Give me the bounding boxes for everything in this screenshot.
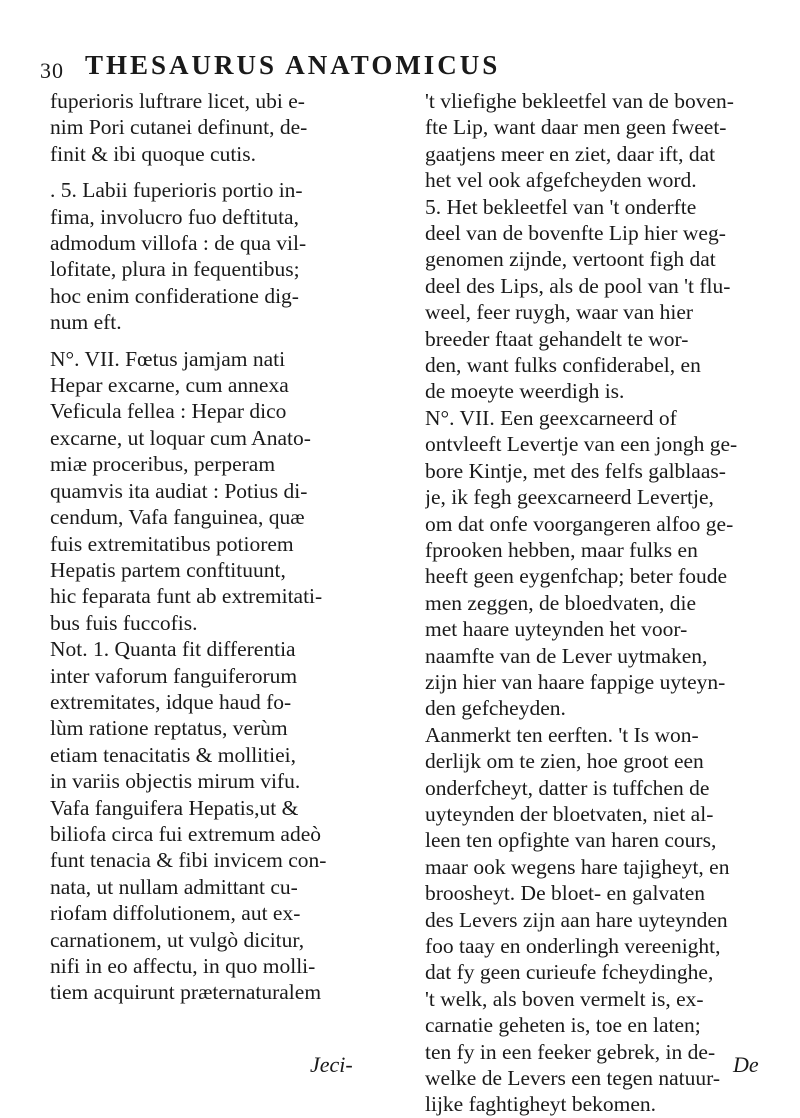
text-line: Veficula fellea : Hepar dico: [50, 399, 287, 424]
text-line: finit & ibi quoque cutis.: [50, 141, 257, 166]
text-line: in variis objectis mirum vifu.: [50, 769, 301, 794]
text-line: [50, 336, 390, 346]
text-line: nifi in eo affectu, in quo molli-: [50, 954, 316, 978]
text-line: Aanmerkt ten eerften. 't Is won-: [425, 722, 699, 747]
text-line: dat fy geen curieufe fcheydinghe,: [425, 960, 714, 985]
text-line: bus fuis fuccofis.: [50, 610, 198, 635]
text-line: hoc enim confideratione dig-: [50, 283, 299, 308]
text-line: fuis extremitatibus potiorem: [50, 531, 294, 556]
running-title: THESAURUS ANATOMICUS: [85, 50, 501, 80]
text-line: ontvleeft Levertje van een jongh ge-: [425, 432, 738, 457]
text-line: lùm ratione reptatus, verùm: [50, 716, 288, 741]
text-line: Hepatis partem conftituunt,: [50, 557, 286, 582]
text-line: welke de Levers een tegen natuur-: [425, 1066, 721, 1091]
text-line: genomen zijnde, vertoont figh dat: [425, 247, 716, 272]
text-line: de moeyte weerdigh is.: [425, 379, 625, 404]
text-line: hic feparata funt ab extremitati-: [50, 584, 323, 609]
text-line: quamvis ita audiat : Potius di-: [50, 478, 308, 503]
dutch-column: [425, 88, 780, 1118]
text-line: Vafa fanguifera Hepatis,ut &: [50, 795, 299, 820]
text-line: 't vliefighe bekleetfel van de boven-: [425, 89, 734, 113]
text-line: broosheyt. De bloet- en galvaten: [425, 881, 706, 906]
text-line: fuperioris luftrare licet, ubi e-: [50, 89, 305, 113]
text-line: leen ten opfighte van haren cours,: [425, 828, 717, 853]
text-line: nata, ut nullam admittant cu-: [50, 874, 298, 899]
text-line: ten fy in een feeker gebrek, in de-: [425, 1039, 716, 1064]
text-line: riofam diffolutionem, aut ex-: [50, 901, 301, 926]
text-line: het vel ook afgefcheyden word.: [425, 168, 697, 193]
text-line: inter vaforum fanguiferorum: [50, 663, 298, 688]
text-line: deel van de bovenfte Lip hier weg-: [425, 221, 726, 246]
text-line: etiam tenacitatis & mollitiei,: [50, 742, 296, 767]
text-line: je, ik fegh geexcarneerd Levertje,: [425, 485, 714, 510]
text-line: deel des Lips, als de pool van 't flu-: [425, 273, 731, 298]
text-line: om dat onfe voorgangeren alfoo ge-: [425, 511, 734, 536]
catchword-left: Jeci-: [310, 1052, 353, 1077]
text-line: Hepar excarne, cum annexa: [50, 373, 289, 398]
text-line: bore Kintje, met des felfs galblaas-: [425, 458, 726, 483]
text-line: weel, feer ruygh, waar van hier: [425, 300, 694, 325]
text-line: carnationem, ut vulgò dicitur,: [50, 927, 305, 952]
latin-column: [50, 88, 390, 1006]
text-line: men zeggen, de bloedvaten, die: [425, 590, 697, 615]
text-line: den, want fulks confiderabel, en: [425, 353, 701, 378]
text-line: tiem acquirunt præternaturalem: [50, 980, 322, 1005]
text-line: nim Pori cutanei definunt, de-: [50, 115, 308, 140]
text-line: miæ proceribus, perperam: [50, 452, 276, 477]
text-line: den gefcheyden.: [425, 696, 566, 721]
text-line: num eft.: [50, 310, 122, 335]
text-line: N°. VII. Een geexcarneerd of: [425, 405, 677, 430]
text-line: fima, involucro fuo deftituta,: [50, 204, 299, 229]
text-line: lofitate, plura in fequentibus;: [50, 257, 300, 282]
text-line: onderfcheyt, datter is tuffchen de: [425, 775, 710, 800]
text-line: biliofa circa fui extremum adeò: [50, 821, 322, 846]
text-line: 5. Het bekleetfel van 't onderfte: [425, 194, 697, 219]
text-line: foo taay en onderlingh vereenight,: [425, 934, 721, 958]
text-line: [50, 167, 390, 177]
text-line: cendum, Vafa fanguinea, quæ: [50, 505, 305, 530]
text-line: heeft geen eygenfchap; beter foude: [425, 564, 728, 589]
text-line: . 5. Labii fuperioris portio in-: [50, 178, 303, 203]
text-line: met haare uyteynden het voor-: [425, 617, 688, 642]
text-line: funt tenacia & fibi invicem con-: [50, 848, 327, 873]
text-line: 't welk, als boven vermelt is, ex-: [425, 986, 704, 1011]
text-line: excarne, ut loquar cum Anato-: [50, 425, 311, 450]
text-line: Not. 1. Quanta fit differentia: [50, 637, 296, 662]
text-line: naamfte van de Lever uytmaken,: [425, 643, 708, 668]
text-line: carnatie geheten is, toe en laten;: [425, 1013, 701, 1038]
text-line: N°. VII. Fœtus jamjam nati: [50, 346, 286, 371]
text-line: fprooken hebben, maar fulks en: [425, 537, 698, 562]
text-line: derlijk om te zien, hoe groot een: [425, 749, 704, 774]
catchword-right: De: [733, 1052, 759, 1077]
text-line: lijke faghtigheyt bekomen.: [425, 1092, 657, 1117]
text-line: gaatjens meer en ziet, daar ift, dat: [425, 141, 716, 166]
text-line: des Levers zijn aan hare uyteynden: [425, 907, 728, 932]
text-line: zijn hier van haare fappige uyteyn-: [425, 669, 726, 694]
text-line: maar ook wegens hare tajigheyt, en: [425, 854, 730, 879]
page-header: [40, 50, 780, 90]
text-line: uyteynden der bloetvaten, niet al-: [425, 801, 714, 826]
page-number: 30: [40, 58, 64, 83]
text-line: breeder ftaat gehandelt te wor-: [425, 326, 689, 351]
text-line: admodum villofa : de qua vil-: [50, 231, 307, 256]
text-columns: [50, 88, 780, 1117]
text-line: extremitates, idque haud fo-: [50, 689, 292, 714]
text-line: fte Lip, want daar men geen fweet-: [425, 115, 727, 140]
